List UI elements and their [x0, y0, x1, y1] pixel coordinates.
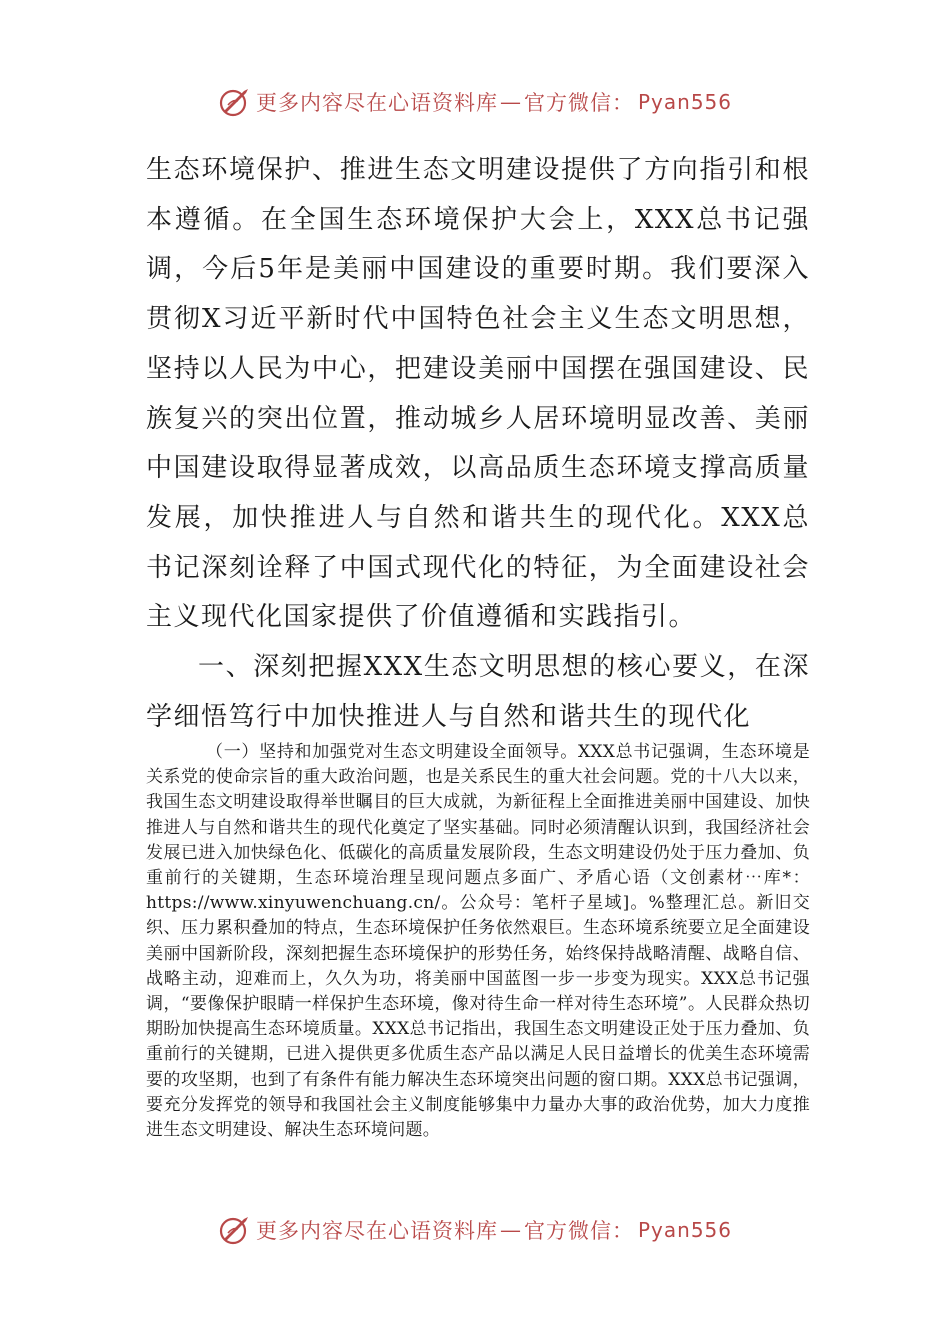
paragraph-text: 生态环境保护、推进生态文明建设提供了方向指引和根本遵循。在全国生态环境保护大会上，XXX总书记强调，今后5年是美丽中国建设的重要时期。我们要深入贯彻X习近平新时代中国特色社会主义生态文明思想，坚持以人民为中心，把建设美丽中国摆在强国建设、民族复兴的突出位置，推动城乡人居环境明显改善、美丽中国建设取得显著成效，以高品质生态环境支撑高质量发展，加快推进人与自然和谐共生的现代化。XXX总书记深刻诠释了中国式现代化的特征，为全面建设社会主义现代化国家提供了价值遵循和实践指引。 — [146, 155, 810, 633]
banner-text: 更多内容尽在心语资料库 — [255, 1219, 498, 1243]
section-heading-1 — [146, 643, 810, 742]
body-paragraph-1 — [146, 146, 810, 643]
banner-label: 官方微信： — [523, 1219, 634, 1243]
body-paragraph-2 — [146, 740, 810, 1143]
footer-banner — [0, 1210, 950, 1250]
banner-separator: — — [499, 1218, 522, 1242]
banner-wechat-id: Pyan556 — [637, 90, 732, 114]
heading-text: 一、深刻把握XXX生态文明思想的核心要义，在深学细悟笃行中加快推进人与自然和谐共生的现代化 — [146, 652, 810, 732]
pen-logo-icon — [218, 85, 252, 119]
banner-text: 更多内容尽在心语资料库 — [255, 91, 498, 115]
pen-logo-icon — [218, 1213, 252, 1247]
paragraph-text: （一）坚持和加强党对生态文明建设全面领导。XXX总书记强调，生态环境是关系党的使命宗旨的重大政治问题，也是关系民生的重大社会问题。党的十八大以来，我国生态文明建设取得举世瞩目的巨大成就，为新征程上全面推进美丽中国建设、加快推进人与自然和谐共生的现代化奠定了坚实基础。同时必须清醒认识到，我国经济社会发展已进入加快绿色化、低碳化的高质量发展阶段，生态文明建设仍处于压力叠加、负重前行的关键期，生态环境治理呈现问题点多面广、矛盾心语（文创素材⋯库*：https://www.xinyuwenchuang.cn/。公众号：笔杆子星域]。%整理汇总。新旧交织、压力累积叠加的特点，生态环境保护任务依然艰巨。生态环境系统要立足全面建设美丽中国新阶段，深刻把握生态环境保护的形势任务，始终保持战略清醒、战略自信、战略主动，迎难而上，久久为功，将美丽中国蓝图一步一步变为现实。XXX总书记强调，“要像保护眼睛一样保护生态环境，像对待生命一样对待生态环境”。人民群众热切期盼加快提高生态环境质量。XXX总书记指出，我国生态文明建设正处于压力叠加、负重前行的关键期，已进入提供更多优质生态产品以满足人民日益增长的优美生态环境需要的攻坚期，也到了有条件有能力解决生态环境突出问题的窗口期。XXX总书记强调，要充分发挥党的领导和我国社会主义制度能够集中力量办大事的政治优势，加大力度推进生态文明建设、解决生态环境问题。 — [146, 742, 810, 1141]
banner-label: 官方微信： — [523, 91, 634, 115]
banner-wechat-id: Pyan556 — [637, 1218, 732, 1242]
header-banner — [0, 82, 950, 122]
banner-separator: — — [499, 90, 522, 114]
